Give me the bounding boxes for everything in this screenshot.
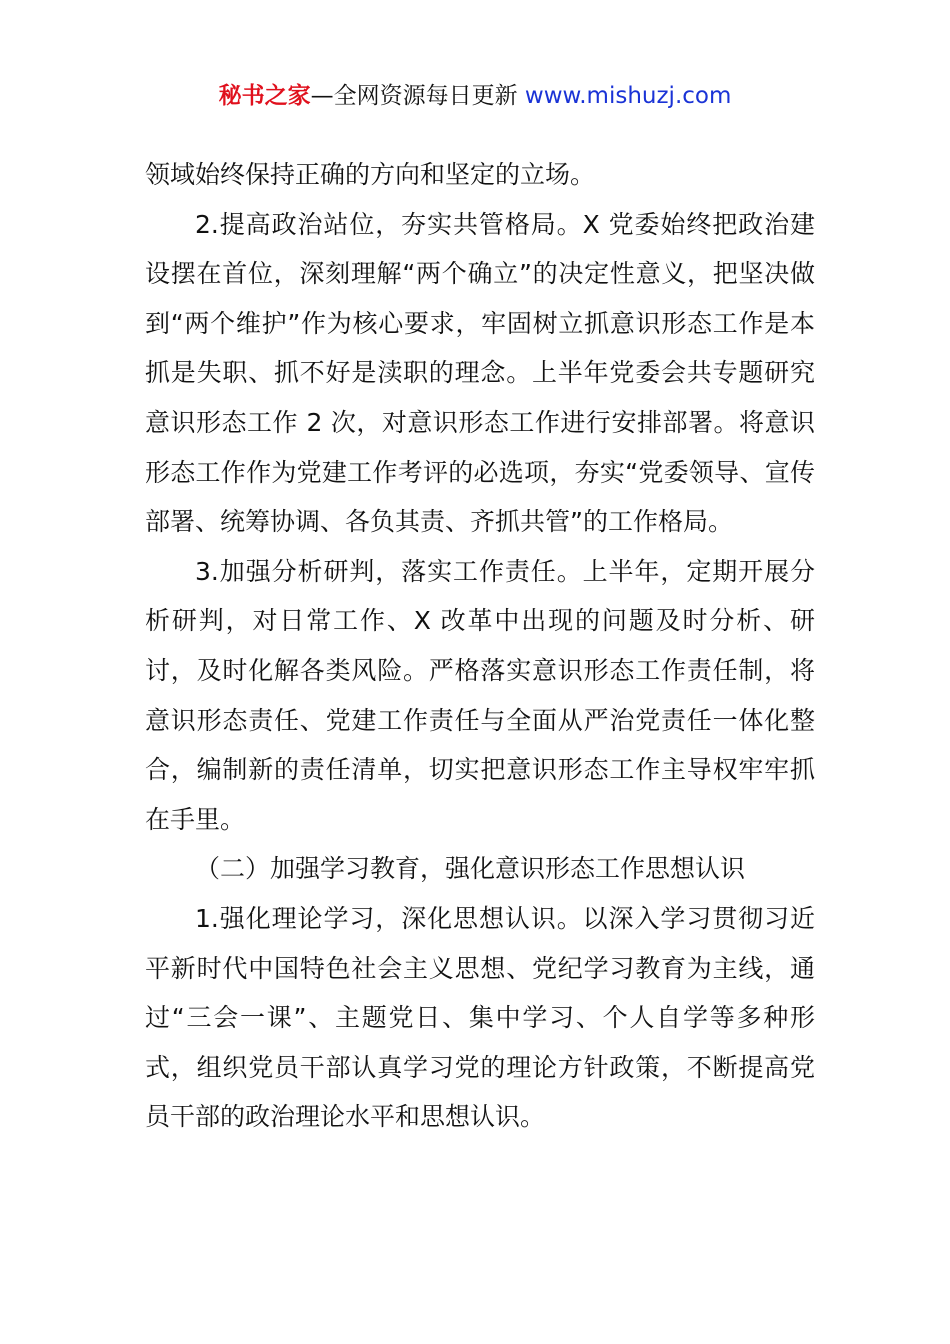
document-body xyxy=(145,150,815,1142)
brand-name: 秘书之家 xyxy=(218,83,311,109)
header-tagline: —全网资源每日更新 xyxy=(310,83,525,109)
section-heading-study-education: （二）加强学习教育，强化意识形态工作思想认识 xyxy=(195,854,746,884)
paragraph-theory-study: 1.强化理论学习，深化思想认识。以深入学习贯彻习近平新时代中国特色社会主义思想、党纪学习教育为主线，通过“三会一课”、主题党日、集中学习、个人自学等多种形式，组织党员干部认真学习党的理论方针政策，不断提高党员干部的政治理论水平和思想认识。 xyxy=(145,903,815,1132)
page-header xyxy=(0,80,950,112)
site-url-link[interactable]: www.mishuzj.com xyxy=(524,83,732,109)
paragraph-continuation: 领域始终保持正确的方向和坚定的立场。 xyxy=(145,160,596,189)
paragraph-political-stance: 2.提高政治站位，夯实共管格局。X 党委始终把政治建设摆在首位，深刻理解“两个确立”的决定性意义，把坚决做到“两个维护”作为核心要求，牢固树立抓意识形态工作是本抓是失职、抓不好是渎职的理念。上半年党委会共专题研究意识形态工作 2 次，对意识形态工作进行安排部署。将意识形态工作作为党建工作考评的必选项，夯实“党委领导、宣传部署、统筹协调、各负其责、齐抓共管”的工作格局。 xyxy=(145,209,815,537)
paragraph-analysis-responsibility: 3.加强分析研判，落实工作责任。上半年，定期开展分析研判，对日常工作、X 改革中出现的问题及时分析、研讨，及时化解各类风险。严格落实意识形态工作责任制，将意识形态责任、党建工作责任与全面从严治党责任一体化整合，编制新的责任清单，切实把意识形态工作主导权牢牢抓在手里。 xyxy=(145,556,815,834)
